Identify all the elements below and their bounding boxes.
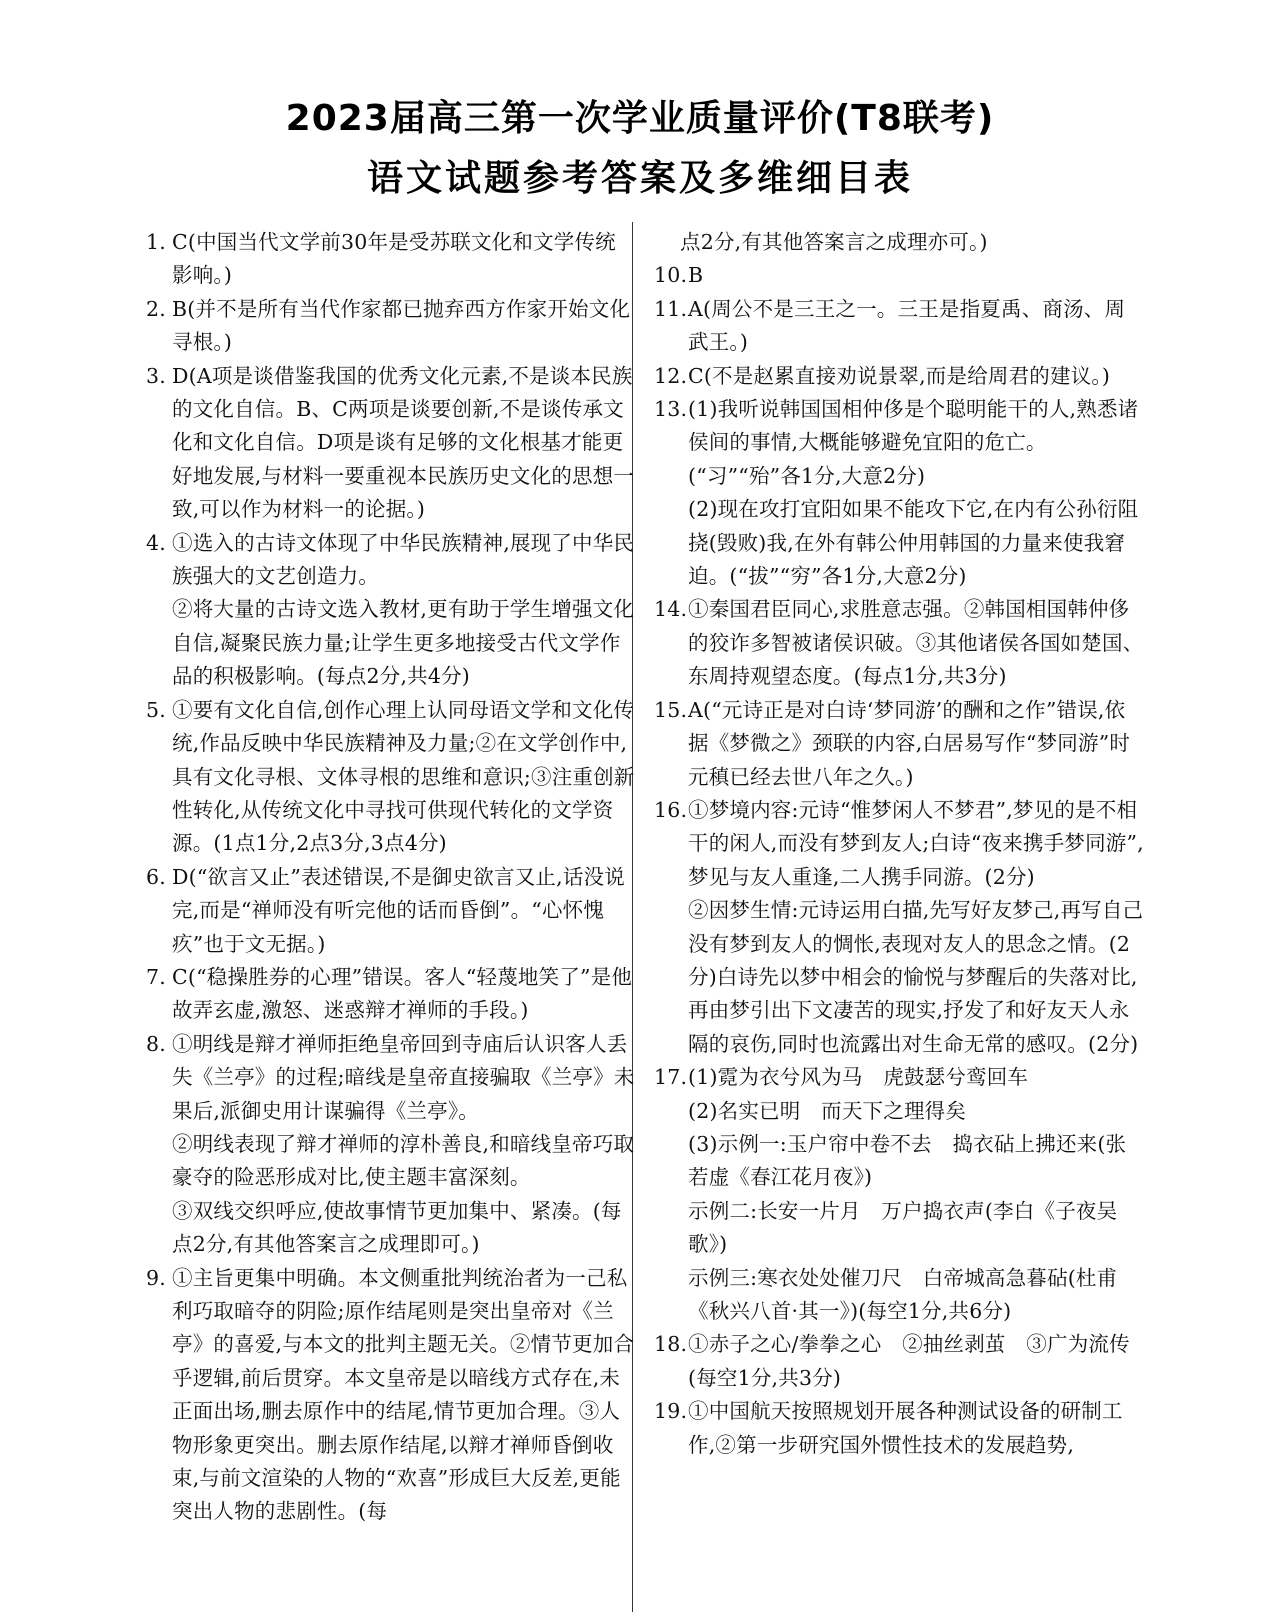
answer-text: ①明线是辩才禅师拒绝皇帝回到寺庙后认识客人丢失《兰亭》的过程;暗线是皇帝直接骗取《兰亭》未果后,派御史用计谋骗得《兰亭》。 xyxy=(172,1031,635,1123)
answer-number: 5. xyxy=(146,697,166,722)
answer-text: ①中国航天按照规划开展各种测试设备的研制工作,②第一步研究国外惯性技术的发展趋势, xyxy=(688,1399,1123,1457)
answer-item xyxy=(146,861,636,961)
answer-text: B(并不是所有当代作家都已抛弃西方作家开始文化寻根。) xyxy=(172,296,631,355)
answer-item xyxy=(654,293,1144,360)
answer-number: 7. xyxy=(146,964,166,989)
answer-text: 点2分,有其他答案言之成理亦可。) xyxy=(680,230,988,254)
answer-number: 8. xyxy=(146,1031,166,1056)
answer-item xyxy=(654,393,1144,593)
answer-item xyxy=(654,694,1144,794)
answer-item xyxy=(654,259,1144,292)
right-column xyxy=(654,226,1144,1462)
answer-number: 18. xyxy=(654,1332,688,1357)
answer-text: (1)我听说韩国国相仲侈是个聪明能干的人,熟悉诸侯间的事情,大概能够避免宜阳的危亡。(“习”“殆”各1分,大意2分) xyxy=(688,397,1139,488)
answer-number: 6. xyxy=(146,864,166,889)
answer-number: 11. xyxy=(654,296,688,321)
answer-item xyxy=(146,293,636,360)
answer-text: ①梦境内容:元诗“惟梦闲人不梦君”,梦见的是不相干的闲人,而没有梦到友人;白诗“夜来携手梦同游”,梦见与友人重逢,二人携手同游。(2分) xyxy=(688,797,1144,889)
answer-text: ②因梦生情:元诗运用白描,先写好友梦己,再写自己没有梦到友人的惆怅,表现对友人的思念之情。(2分)白诗先以梦中相会的愉悦与梦醒后的失落对比,再由梦引出下文凄苦的现实,抒发了和好友天人永隔的哀伤,同时也流露出对生命无常的感叹。(2分) xyxy=(688,898,1144,1056)
answer-item xyxy=(146,961,636,1028)
document-title: 2023届高三第一次学业质量评价(T8联考) xyxy=(285,98,995,139)
answer-item xyxy=(654,1395,1144,1462)
answer-item xyxy=(146,694,636,861)
answer-text: C(中国当代文学前30年是受苏联文化和文学传统影响。) xyxy=(172,230,616,288)
answer-text: (2)现在攻打宜阳如果不能攻下它,在内有公孙衍阻挠(毁败)我,在外有韩公仲用韩国的力量来使我窘迫。(“拔”“穷”各1分,大意2分) xyxy=(688,497,1139,589)
answer-number: 9. xyxy=(146,1265,166,1290)
answer-number: 12. xyxy=(654,363,688,388)
answer-text: ①选入的古诗文体现了中华民族精神,展现了中华民族强大的文艺创造力。 xyxy=(172,530,635,589)
answer-text: (1)霓为衣兮风为马 虎鼓瑟兮鸾回车 xyxy=(688,1065,1029,1090)
answer-number: 4. xyxy=(146,530,166,555)
answer-number: 15. xyxy=(654,697,688,722)
answer-item xyxy=(146,1028,636,1262)
answer-item xyxy=(654,1328,1144,1395)
answer-text: D(A项是谈借鉴我国的优秀文化元素,不是谈本民族的文化自信。B、C两项是谈要创新,不是谈传承文化和文化自信。D项是谈有足够的文化根基才能更好地发展,与材料一要重视本民族历史文化的思想一致,可以作为材料一的论据。) xyxy=(172,363,635,522)
answer-text: ①秦国君臣同心,求胜意志强。②韩国相国韩仲侈的狡诈多智被诸侯识破。③其他诸侯各国如楚国、东周持观望态度。(每点1分,共3分) xyxy=(688,597,1144,689)
answer-text: A(“元诗正是对白诗‘梦同游’的酬和之作”错误,依据《梦微之》颈联的内容,白居易写作“梦同游”时元稹已经去世八年之久。) xyxy=(688,697,1131,789)
answer-item xyxy=(146,527,636,694)
answer-text: (2)名实已明 而天下之理得矣 xyxy=(688,1098,967,1123)
answer-text: 示例三:寒衣处处催刀尺 白帝城高急暮砧(杜甫《秋兴八首·其一》)(每空1分,共6分) xyxy=(688,1265,1118,1323)
answer-text: C(“稳操胜券的心理”错误。客人“轻蔑地笑了”是他故弄玄虚,激怒、迷惑辩才禅师的手段。) xyxy=(172,964,633,1023)
answer-text: A(周公不是三王之一。三王是指夏禹、商汤、周武王。) xyxy=(688,296,1126,355)
answer-text: ③双线交织呼应,使故事情节更加集中、紧凑。(每点2分,有其他答案言之成理即可。) xyxy=(172,1198,622,1257)
answer-number: 19. xyxy=(654,1399,688,1424)
left-column xyxy=(146,226,636,1529)
answer-item xyxy=(654,1061,1144,1328)
answer-text: 示例二:长安一片月 万户捣衣声(李白《子夜吴歌》) xyxy=(688,1198,1118,1257)
answer-text: ②明线表现了辩才禅师的淳朴善良,和暗线皇帝巧取豪夺的险恶形成对比,使主题丰富深刻。 xyxy=(172,1131,635,1190)
answer-item xyxy=(654,226,1144,259)
answer-number: 10. xyxy=(654,263,688,288)
answer-number: 3. xyxy=(146,363,166,388)
answer-number: 1. xyxy=(146,230,166,254)
answer-item xyxy=(654,593,1144,693)
answer-item xyxy=(654,794,1144,1061)
answer-item xyxy=(654,360,1144,393)
answer-number: 14. xyxy=(654,597,688,622)
answer-text: C(不是赵累直接劝说景翠,而是给周君的建议。) xyxy=(688,363,1111,388)
answer-text: ①主旨更集中明确。本文侧重批判统治者为一己私利巧取暗夺的阴险;原作结尾则是突出皇帝对《兰亭》的喜爱,与本文的批判主题无关。②情节更加合乎逻辑,前后贯穿。本文皇帝是以暗线方式存在,未正面出场,删去原作中的结尾,情节更加合理。③人物形象更突出。删去原作结尾,以辩才禅师昏倒收束,与前文渲染的人物的“欢喜”形成巨大反差,更能突出人物的悲剧性。(每 xyxy=(172,1265,635,1524)
answer-number: 16. xyxy=(654,797,688,822)
answer-number: 13. xyxy=(654,397,688,422)
answer-item xyxy=(146,360,636,527)
answer-item xyxy=(146,226,636,293)
answer-text: ②将大量的古诗文选入教材,更有助于学生增强文化自信,凝聚民族力量;让学生更多地接受古代文学作品的积极影响。(每点2分,共4分) xyxy=(172,597,635,689)
answer-number: 17. xyxy=(654,1065,688,1090)
answer-item xyxy=(146,1262,636,1529)
document-subtitle: 语文试题参考答案及多维细目表 xyxy=(366,158,913,199)
answer-text: (3)示例一:玉户帘中卷不去 捣衣砧上拂还来(张若虚《春江花月夜》) xyxy=(688,1131,1127,1190)
answer-text: D(“欲言又止”表述错误,不是御史欲言又止,话没说完,而是“禅师没有听完他的话而昏倒”。“心怀愧疚”也于文无据。) xyxy=(172,864,625,956)
answer-text: B xyxy=(688,263,704,288)
answer-number: 2. xyxy=(146,296,166,321)
answer-text: ①要有文化自信,创作心理上认同母语文学和文化传统,作品反映中华民族精神及力量;②在文学创作中,具有文化寻根、文体寻根的思维和意识;③注重创新性转化,从传统文化中寻找可供现代转化的文学资源。(1点1分,2点3分,3点4分) xyxy=(172,697,635,856)
answer-text: ①赤子之心/拳拳之心 ②抽丝剥茧 ③广为流传(每空1分,共3分) xyxy=(688,1332,1130,1390)
